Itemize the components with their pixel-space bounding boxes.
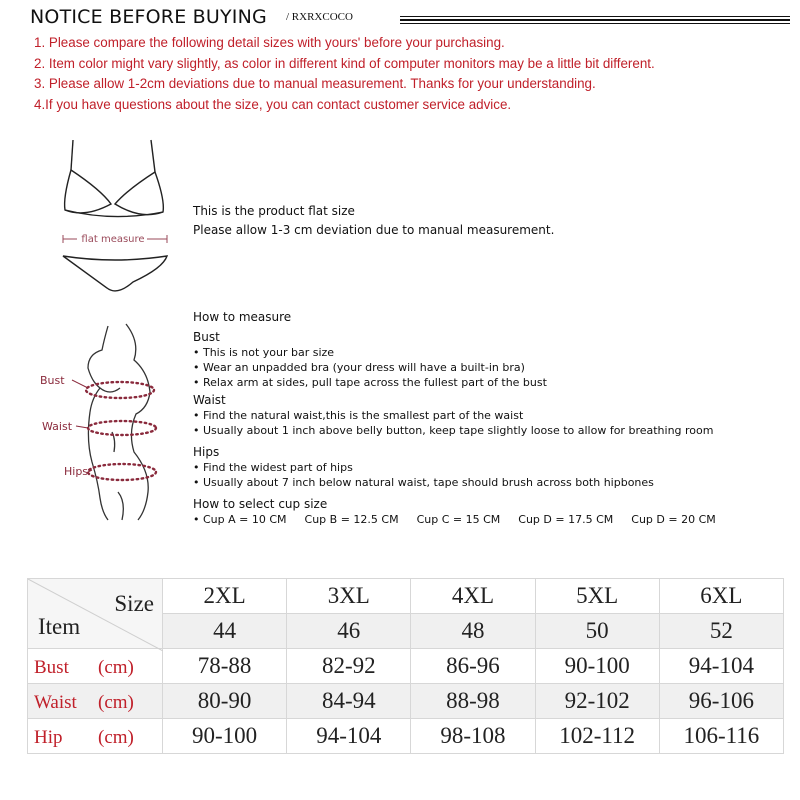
header-rule	[400, 23, 790, 24]
brand-label: / RXRXCOCO	[286, 11, 353, 23]
size-table	[27, 578, 784, 754]
notice-item: 3. Please allow 1-2cm deviations due to manual measurement. Thanks for your understanding.	[34, 76, 596, 92]
table-cell: 94-104	[659, 649, 783, 684]
eu-size: 50	[535, 614, 659, 649]
waist-heading: Waist	[193, 393, 226, 407]
notice-item: 2. Item color might vary slightly, as color in different kind of computer monitors may be a little bit different.	[34, 55, 655, 71]
body-illustration	[30, 322, 180, 527]
table-cell: 106-116	[659, 719, 783, 754]
bust-tip: • This is not your bar size	[193, 346, 335, 359]
row-unit: (cm)	[98, 727, 134, 748]
table-row	[28, 579, 784, 614]
cup-size-item: • Cup A = 10 CM	[193, 513, 287, 526]
table-cell: 86-96	[411, 649, 535, 684]
flat-measure-label: flat measure	[81, 234, 145, 245]
header	[30, 4, 790, 30]
row-label	[28, 684, 163, 719]
table-cell: 96-106	[659, 684, 783, 719]
table-cell: 80-90	[163, 684, 287, 719]
bust-heading: Bust	[193, 330, 220, 344]
corner-size-label: Size	[114, 591, 154, 616]
hips-tip: • Find the widest part of hips	[193, 461, 353, 474]
flat-note-line: This is the product flat size	[193, 204, 355, 218]
table-cell: 102-112	[535, 719, 659, 754]
table-row	[28, 684, 784, 719]
table-row	[28, 719, 784, 754]
bust-tip: • Wear an unpadded bra (your dress will have a built-in bra)	[193, 361, 525, 374]
row-name: Bust	[34, 657, 69, 678]
waist-tip: • Usually about 1 inch above belly button, keep tape slightly loose to allow for breathing room	[193, 424, 714, 437]
eu-size: 46	[287, 614, 411, 649]
waist-tip: • Find the natural waist,this is the smallest part of the waist	[193, 409, 524, 422]
bust-label: Bust	[40, 374, 65, 387]
hips-label: Hips	[64, 465, 89, 478]
header-rule	[400, 16, 790, 17]
row-label	[28, 719, 163, 754]
size-header: 2XL	[163, 579, 287, 614]
how-to-title: How to measure	[193, 310, 292, 324]
notice-item: 4.If you have questions about the size, you can contact customer service advice.	[34, 96, 512, 112]
hips-tip: • Usually about 7 inch below natural waist, tape should brush across both hipbones	[193, 476, 654, 489]
table-cell: 82-92	[287, 649, 411, 684]
size-header: 6XL	[659, 579, 783, 614]
row-unit: (cm)	[98, 692, 134, 713]
size-header: 4XL	[411, 579, 535, 614]
row-label	[28, 649, 163, 684]
table-corner	[28, 579, 163, 649]
flat-size-note	[193, 202, 554, 240]
table-row	[28, 649, 784, 684]
header-rule	[400, 19, 790, 21]
notice-item: 1. Please compare the following detail sizes with yours' before your purchasing.	[34, 35, 505, 50]
waist-label: Waist	[42, 420, 73, 433]
row-name: Waist	[34, 692, 77, 713]
cup-size-item: Cup D = 20 CM	[631, 513, 716, 526]
flat-illustration	[55, 138, 175, 313]
bust-tip: • Relax arm at sides, pull tape across the fullest part of the bust	[193, 376, 547, 389]
cup-size-item: Cup D = 17.5 CM	[518, 513, 614, 526]
size-header: 5XL	[535, 579, 659, 614]
table-cell: 84-94	[287, 684, 411, 719]
how-to-measure	[193, 308, 734, 527]
cup-size-list	[193, 512, 734, 527]
table-cell: 78-88	[163, 649, 287, 684]
table-cell: 90-100	[535, 649, 659, 684]
corner-item-label: Item	[38, 614, 81, 639]
table-cell: 88-98	[411, 684, 535, 719]
row-unit: (cm)	[98, 657, 134, 678]
flat-note-line: Please allow 1-3 cm deviation due to manual measurement.	[193, 223, 555, 237]
eu-size: 44	[163, 614, 287, 649]
table-cell: 92-102	[535, 684, 659, 719]
table-cell: 98-108	[411, 719, 535, 754]
eu-size: 52	[659, 614, 783, 649]
cup-size-item: Cup C = 15 CM	[416, 513, 501, 526]
hips-heading: Hips	[193, 445, 220, 459]
size-header: 3XL	[287, 579, 411, 614]
eu-size: 48	[411, 614, 535, 649]
notice-list	[34, 33, 794, 115]
table-cell: 94-104	[287, 719, 411, 754]
row-name: Hip	[34, 727, 63, 748]
cup-size-item: Cup B = 12.5 CM	[304, 513, 399, 526]
table-cell: 90-100	[163, 719, 287, 754]
cup-heading: How to select cup size	[193, 497, 328, 511]
page-title: NOTICE BEFORE BUYING	[30, 6, 267, 28]
